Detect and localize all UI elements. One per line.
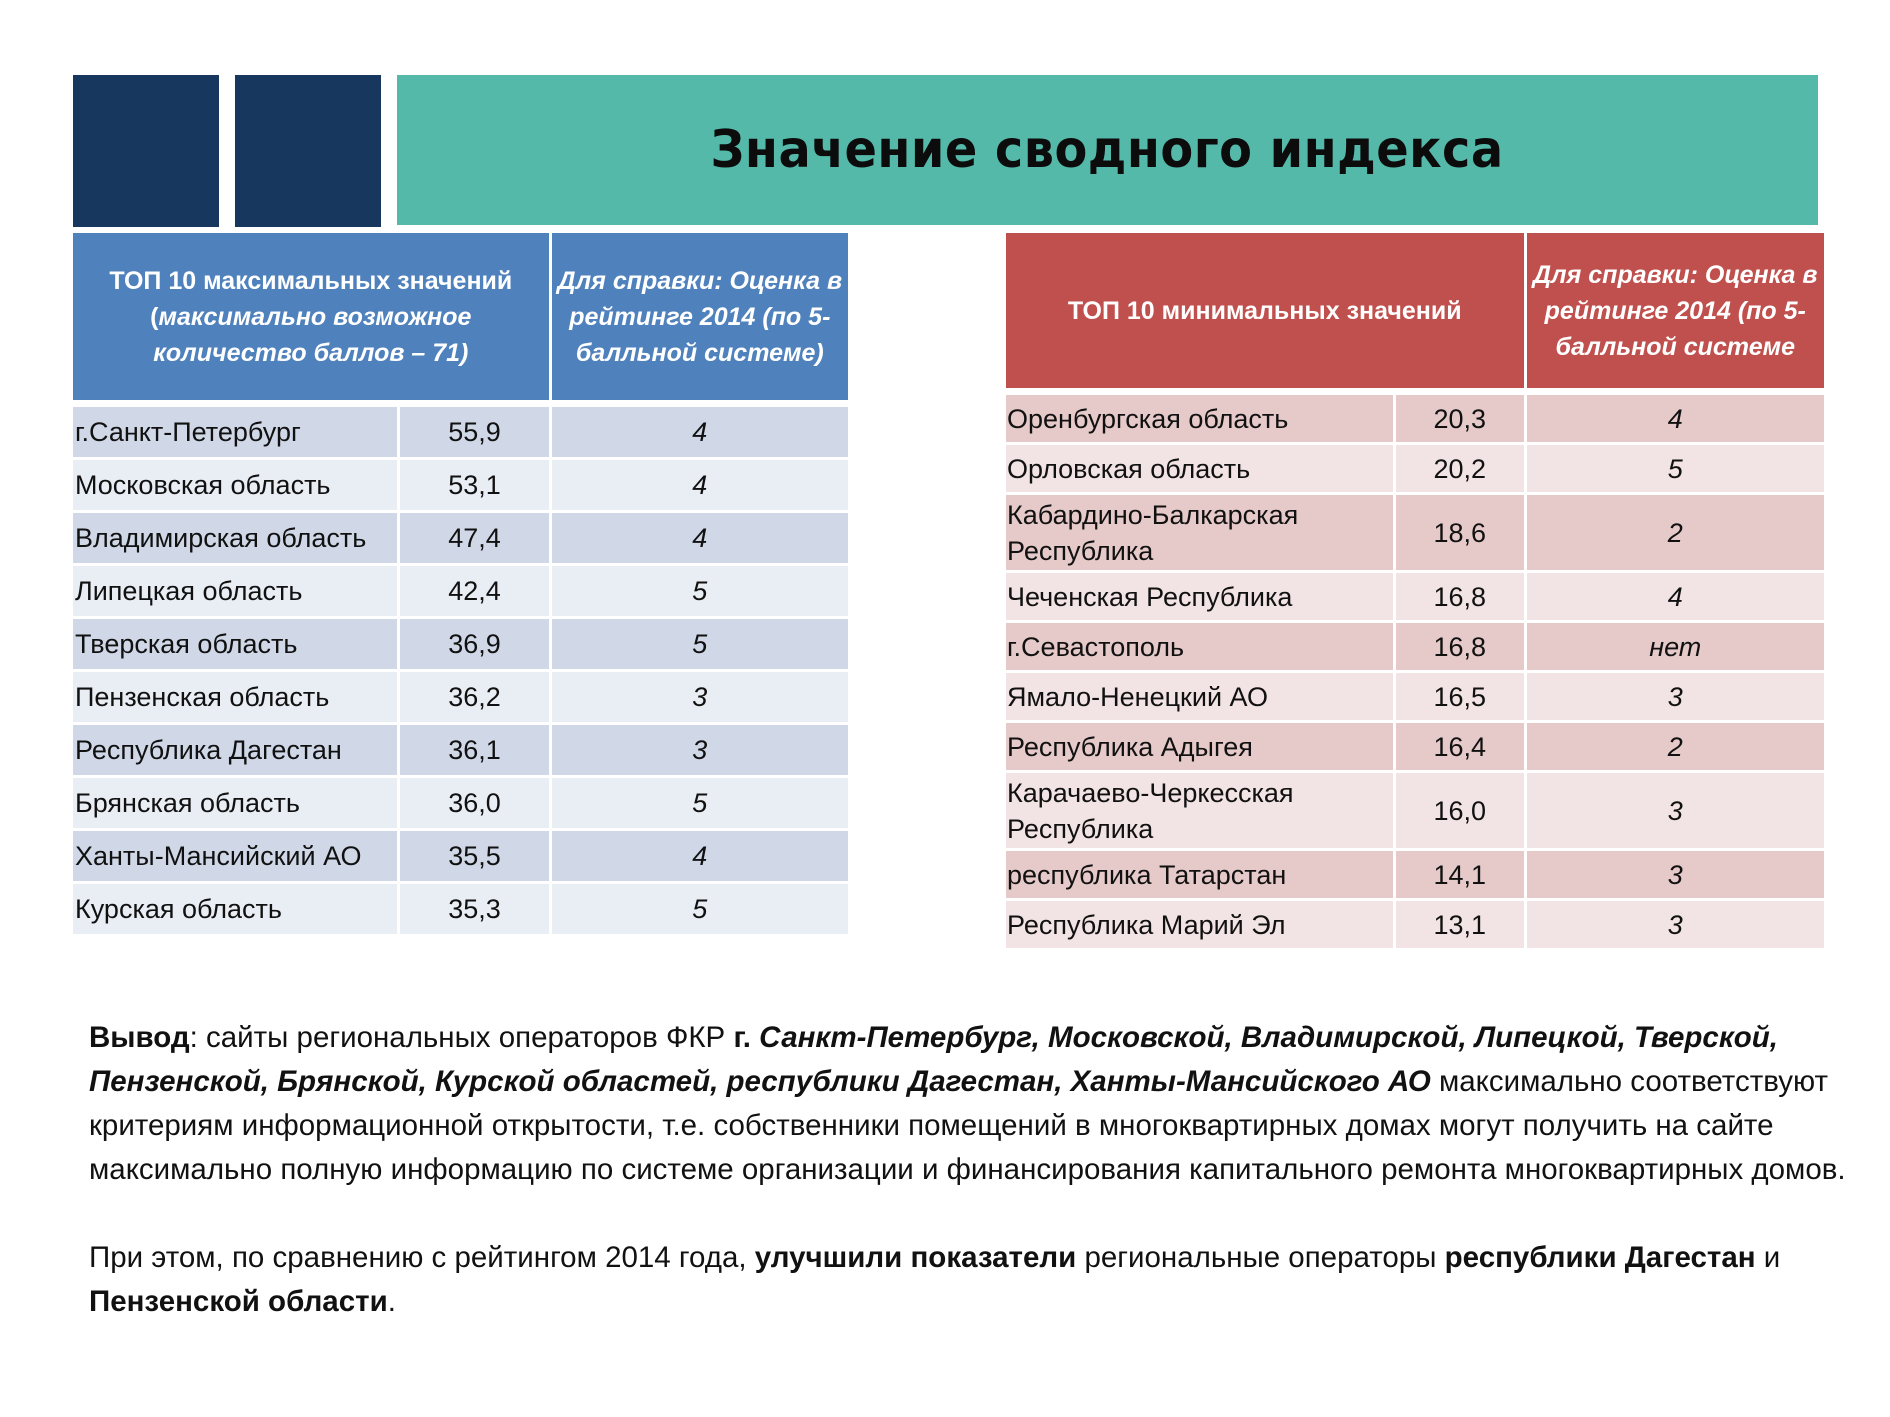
table-row [1006, 495, 1824, 573]
table-row [1006, 901, 1824, 951]
index-value-cell: 18,6 [1396, 495, 1527, 573]
table-row [73, 407, 848, 460]
conclusion-highlight: Пензенской области [89, 1285, 388, 1318]
table-row [73, 566, 848, 619]
table-row [1006, 445, 1824, 495]
conclusion-highlight: улучшили показатели [754, 1241, 1077, 1274]
min-header-main: ТОП 10 минимальных значений [1006, 233, 1527, 395]
index-value-cell: 14,1 [1396, 851, 1527, 901]
rating-2014-cell: 3 [1527, 773, 1824, 851]
region-cell: Тверская область [73, 619, 400, 672]
index-value-cell: 36,9 [400, 619, 551, 672]
region-cell: Брянская область [73, 778, 400, 831]
rating-2014-cell: 5 [552, 566, 848, 619]
title-bar [397, 75, 1818, 225]
region-cell: г.Санкт-Петербург [73, 407, 400, 460]
table-row [1006, 673, 1824, 723]
table-row [73, 778, 848, 831]
index-value-cell: 35,5 [400, 831, 551, 884]
index-value-cell: 36,2 [400, 672, 551, 725]
rating-2014-cell: 4 [552, 460, 848, 513]
rating-2014-cell: 3 [1527, 851, 1824, 901]
region-cell: Карачаево-Черкесская Республика [1006, 773, 1396, 851]
index-value-cell: 55,9 [400, 407, 551, 460]
conclusion-text: . [387, 1285, 396, 1318]
index-value-cell: 16,4 [1396, 723, 1527, 773]
region-cell: Оренбургская область [1006, 395, 1396, 445]
region-cell: Московская область [73, 460, 400, 513]
conclusion-text: При этом, по сравнению с рейтингом 2014 года, [89, 1241, 755, 1274]
table-row [1006, 623, 1824, 673]
conclusion-highlight: республики Дагестан [1444, 1241, 1756, 1274]
region-cell: Курская область [73, 884, 400, 937]
max-header-italic: максимально возможное количество баллов – 71) [153, 302, 472, 367]
table-row [1006, 773, 1824, 851]
region-cell: Республика Дагестан [73, 725, 400, 778]
rating-2014-cell: 3 [552, 672, 848, 725]
index-value-cell: 13,1 [1396, 901, 1527, 951]
rating-2014-cell: 4 [1527, 573, 1824, 623]
conclusion [89, 1016, 1879, 1324]
rating-2014-cell: 3 [1527, 901, 1824, 951]
index-value-cell: 20,3 [1396, 395, 1527, 445]
rating-2014-cell: 3 [552, 725, 848, 778]
table-row [1006, 723, 1824, 773]
min-table-header [1006, 233, 1824, 395]
conclusion-regions: Санкт-Петербург, Московской, Владимирской, Липецкой, Тверской, Пензенской, Брянской, Курской областей, республики Дагестан, Ханты-Мансийского АО [89, 1021, 1779, 1098]
table-row [73, 619, 848, 672]
index-value-cell: 42,4 [400, 566, 551, 619]
rating-2014-cell: 4 [1527, 395, 1824, 445]
max-header-main [73, 233, 552, 407]
index-value-cell: 20,2 [1396, 445, 1527, 495]
conclusion-paragraph-2 [89, 1236, 1879, 1324]
index-value-cell: 36,0 [400, 778, 551, 831]
table-row [73, 884, 848, 937]
region-cell: Орловская область [1006, 445, 1396, 495]
table-row [1006, 395, 1824, 445]
page-title: Значение сводного индекса [710, 120, 1505, 180]
rating-2014-cell: 5 [1527, 445, 1824, 495]
rating-2014-cell: 4 [552, 407, 848, 460]
index-value-cell: 16,5 [1396, 673, 1527, 723]
index-value-cell: 16,8 [1396, 623, 1527, 673]
region-cell: Республика Адыгея [1006, 723, 1396, 773]
table-row [73, 460, 848, 513]
top10-min-table [1006, 233, 1824, 951]
region-cell: республика Татарстан [1006, 851, 1396, 901]
conclusion-paragraph-1 [89, 1016, 1879, 1192]
rating-2014-cell: нет [1527, 623, 1824, 673]
region-cell: Владимирская область [73, 513, 400, 566]
conclusion-label: Вывод [89, 1021, 190, 1054]
index-value-cell: 53,1 [400, 460, 551, 513]
top10-max-table [73, 233, 848, 937]
index-value-cell: 16,8 [1396, 573, 1527, 623]
region-cell: Ямало-Ненецкий АО [1006, 673, 1396, 723]
rating-2014-cell: 3 [1527, 673, 1824, 723]
table-row [1006, 851, 1824, 901]
index-value-cell: 47,4 [400, 513, 551, 566]
region-cell: Республика Марий Эл [1006, 901, 1396, 951]
conclusion-text: региональные операторы [1076, 1241, 1445, 1274]
conclusion-city-prefix: г. [733, 1021, 760, 1054]
conclusion-text: максимально соответствуют критериям информационной открытости, т.е. собственники помещений в многоквартирных домах могут получить на сайте максимально полную информацию по системе организации и финансирования капитального ремонта многоквартирных домов. [89, 1065, 1846, 1186]
region-cell: Кабардино-Балкарская Республика [1006, 495, 1396, 573]
region-cell: Пензенская область [73, 672, 400, 725]
rating-2014-cell: 5 [552, 778, 848, 831]
table-row [73, 831, 848, 884]
rating-2014-cell: 5 [552, 884, 848, 937]
rating-2014-cell: 4 [552, 831, 848, 884]
index-value-cell: 36,1 [400, 725, 551, 778]
table-row [1006, 573, 1824, 623]
index-value-cell: 16,0 [1396, 773, 1527, 851]
rating-2014-cell: 5 [552, 619, 848, 672]
max-header-ref: Для справки: Оценка в рейтинге 2014 (по 5-балльной системе) [552, 233, 848, 407]
region-cell: Ханты-Мансийский АО [73, 831, 400, 884]
rating-2014-cell: 2 [1527, 495, 1824, 573]
conclusion-text: и [1755, 1241, 1781, 1274]
table-row [73, 513, 848, 566]
conclusion-text: : сайты региональных операторов ФКР [189, 1021, 734, 1054]
rating-2014-cell: 2 [1527, 723, 1824, 773]
rating-2014-cell: 4 [552, 513, 848, 566]
max-table-header [73, 233, 848, 407]
decor-square-2 [235, 75, 381, 227]
table-row [73, 725, 848, 778]
max-header-bold: ТОП 10 максимальных значений ( [109, 266, 513, 331]
region-cell: Чеченская Республика [1006, 573, 1396, 623]
index-value-cell: 35,3 [400, 884, 551, 937]
table-row [73, 672, 848, 725]
region-cell: Липецкая область [73, 566, 400, 619]
decor-square-1 [73, 75, 219, 227]
region-cell: г.Севастополь [1006, 623, 1396, 673]
min-header-ref: Для справки: Оценка в рейтинге 2014 (по 5-балльной системе [1527, 233, 1824, 395]
